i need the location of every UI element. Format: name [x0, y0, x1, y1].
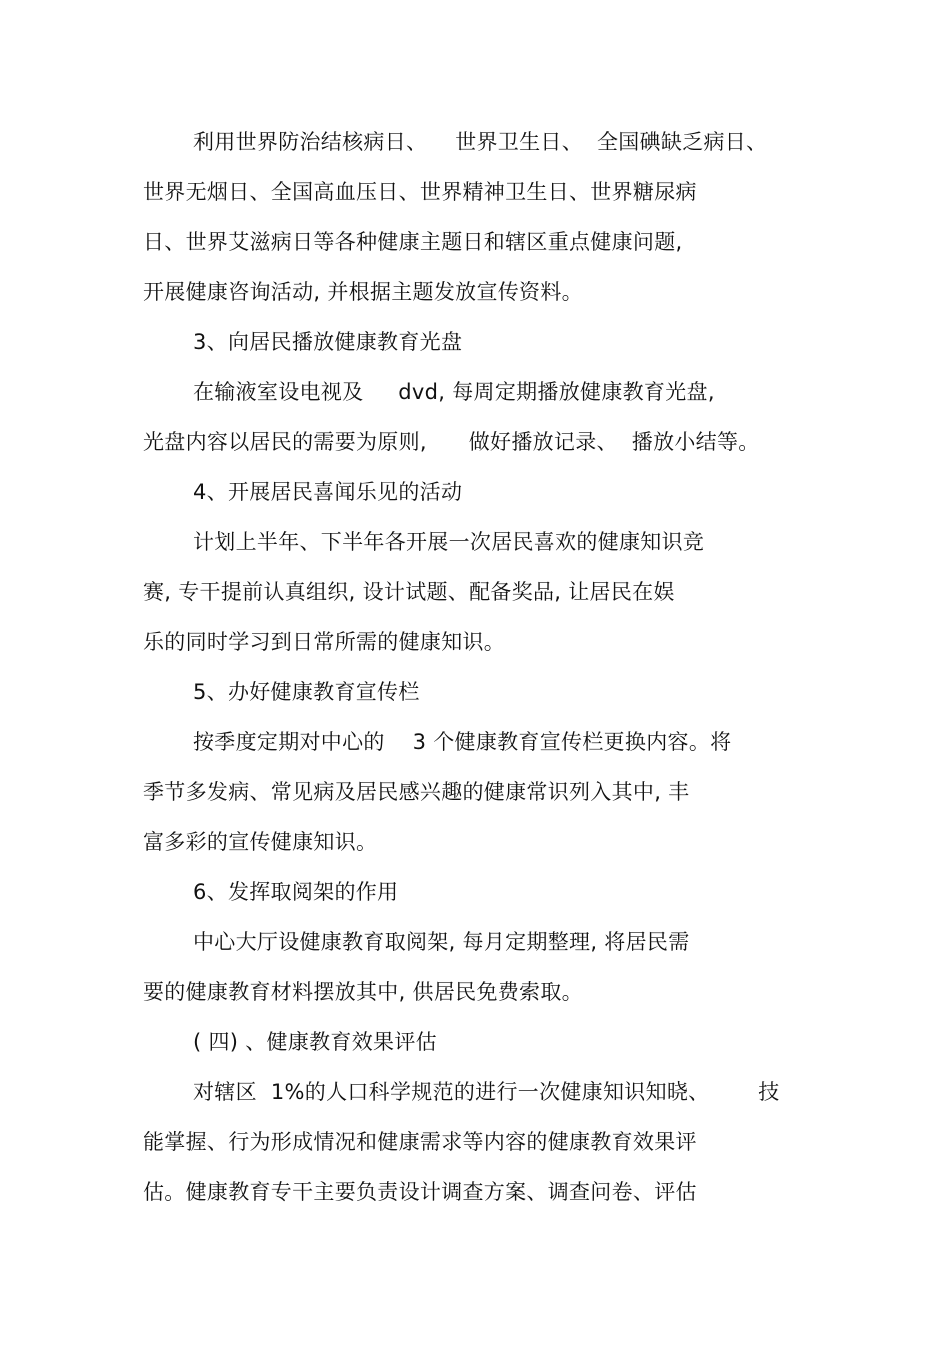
- text-line-13: 按季度定期对中心的 3 个健康教育宣传栏更换内容。将: [193, 730, 732, 754]
- text-line-9: 计划上半年、下半年各开展一次居民喜欢的健康知识竞: [193, 530, 705, 554]
- text-line-17: 中心大厅设健康教育取阅架, 每月定期整理, 将居民需: [193, 930, 690, 954]
- text-line-2: 世界无烟日、全国高血压日、世界精神卫生日、世界糖尿病: [143, 180, 697, 204]
- section-heading-4: 4、开展居民喜闻乐见的活动: [193, 480, 463, 504]
- text-line-21: 能掌握、行为形成情况和健康需求等内容的健康教育效果评: [143, 1130, 697, 1154]
- text-line-1: 利用世界防治结核病日、 世界卫生日、 全国碘缺乏病日、: [193, 130, 768, 154]
- section-heading-5: 5、办好健康教育宣传栏: [193, 680, 420, 704]
- text-line-14: 季节多发病、常见病及居民感兴趣的健康常识列入其中, 丰: [143, 780, 690, 804]
- text-line-4: 开展健康咨询活动, 并根据主题发放宣传资料。: [143, 280, 583, 304]
- section-heading-evaluation: ( 四) 、健康教育效果评估: [193, 1030, 437, 1054]
- section-heading-3: 3、向居民播放健康教育光盘: [193, 330, 463, 354]
- text-line-22: 估。健康教育专干主要负责设计调查方案、调查问卷、评估: [143, 1180, 697, 1204]
- text-line-10: 赛, 专干提前认真组织, 设计试题、配备奖品, 让居民在娱: [143, 580, 675, 604]
- text-line-20: 对辖区 1%的人口科学规范的进行一次健康知识知晓、 技: [193, 1080, 780, 1104]
- text-line-11: 乐的同时学习到日常所需的健康知识。: [143, 630, 506, 654]
- text-line-7: 光盘内容以居民的需要为原则, 做好播放记录、 播放小结等。: [143, 430, 760, 454]
- text-line-15: 富多彩的宣传健康知识。: [143, 830, 378, 854]
- text-line-3: 日、世界艾滋病日等各种健康主题日和辖区重点健康问题,: [143, 230, 683, 254]
- text-line-18: 要的健康教育材料摆放其中, 供居民免费索取。: [143, 980, 583, 1004]
- section-heading-6: 6、发挥取阅架的作用: [193, 880, 399, 904]
- text-line-6: 在输液室设电视及 dvd, 每周定期播放健康教育光盘,: [193, 380, 715, 404]
